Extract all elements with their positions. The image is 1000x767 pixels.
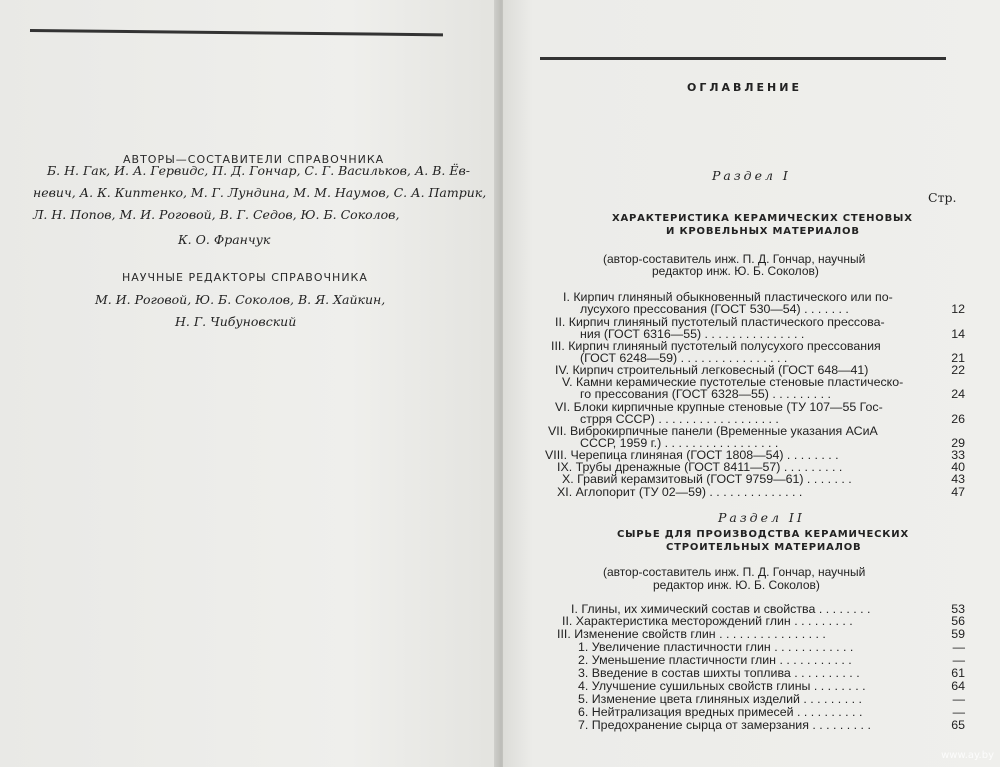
top-rule-right — [540, 57, 946, 60]
section1-page-number-2: 12 — [951, 302, 965, 316]
section1-entry-12: VII. Виброкирпичные панели (Временные указания АСиА — [548, 424, 878, 438]
section1-entry-10: VI. Блоки кирпичные крупные стеновые (ТУ 107—55 Гос- — [555, 400, 883, 414]
section1-entry-17: XI. Аглопорит (ТУ 02—59) . . . . . . . . . . . . . . — [557, 485, 803, 499]
section1-page-number-17: 47 — [951, 485, 965, 499]
section1-page-number-9: 24 — [951, 387, 965, 401]
section1-entry-6: (ГОСТ 6248—59) . . . . . . . . . . . . . . . . — [580, 351, 788, 365]
section2-page-number-2: 56 — [951, 614, 965, 628]
section1-page-number-16: 43 — [951, 472, 965, 486]
section2-entry-1: I. Глины, их химический состав и свойства . . . . . . . . — [571, 602, 871, 616]
editors-line-2: Н. Г. Чибуновский — [175, 314, 297, 329]
section1-entry-7: IV. Кирпич строительный легковесный (ГОСТ 648—41) — [555, 363, 869, 377]
section1-page-number-11: 26 — [951, 412, 965, 426]
section2-entry-10: 7. Предохранение сырца от замерзания . . . . . . . . . — [578, 718, 871, 732]
section1-entry-3: II. Кирпич глиняный пустотелый пластического прессова- — [555, 315, 885, 329]
section1-entry-2: лусухого прессования (ГОСТ 530—54) . . . . . . . — [580, 302, 849, 316]
section2-entry-8: 5. Изменение цвета глиняных изделий . . . . . . . . . — [578, 692, 862, 706]
section2-entry-7: 4. Улучшение сушильных свойств глины . . . . . . . . — [578, 679, 866, 693]
section1-entry-14: VIII. Черепица глиняная (ГОСТ 1808—54) . . . . . . . . — [545, 448, 839, 462]
authors-line-2: невич, А. К. Киптенко, М. Г. Лундина, М. М. Наумов, С. А. Патрик, — [33, 185, 487, 200]
authors-heading: АВТОРЫ—СОСТАВИТЕЛИ СПРАВОЧНИКА — [123, 153, 385, 166]
section2-page-number-3: 59 — [951, 627, 965, 641]
section1-entry-15: IX. Трубы дренажные (ГОСТ 8411—57) . . . . . . . . . — [557, 460, 843, 474]
watermark: www.ay.by — [941, 750, 994, 761]
section1-page-number-7: 22 — [951, 363, 965, 377]
section2-author-line-1: (автор-составитель инж. П. Д. Гончар, научный — [603, 565, 866, 579]
section2-page-number-8: — — [952, 692, 965, 706]
editors-heading: НАУЧНЫЕ РЕДАКТОРЫ СПРАВОЧНИКА — [122, 271, 368, 284]
section2-entry-9: 6. Нейтрализация вредных примесей . . . . . . . . . . — [578, 705, 863, 719]
section2-page-number-4: — — [952, 640, 965, 654]
editors-line-1: М. И. Роговой, Ю. Б. Соколов, В. Я. Хайкин, — [95, 292, 386, 307]
section2-entry-2: II. Характеристика месторождений глин . . . . . . . . . — [562, 614, 853, 628]
section1-entry-13: СССР, 1959 г.) . . . . . . . . . . . . . . . . . — [580, 436, 779, 450]
section2-entry-5: 2. Уменьшение пластичности глин . . . . . . . . . . . — [578, 653, 852, 667]
section2-page-number-1: 53 — [951, 602, 965, 616]
section1-entry-8: V. Камни керамические пустотелые стеновые пластическо- — [562, 375, 904, 389]
section1-author-line-1: (автор-составитель инж. П. Д. Гончар, научный — [603, 252, 866, 266]
section2-author-line-2: редактор инж. Ю. Б. Соколов) — [653, 578, 820, 592]
section1-page-number-15: 40 — [951, 460, 965, 474]
section1-page-number-13: 29 — [951, 436, 965, 450]
section1-title-line-2: И КРОВЕЛЬНЫХ МАТЕРИАЛОВ — [666, 226, 860, 237]
section1-page-number-14: 33 — [951, 448, 965, 462]
section1-page-number-6: 21 — [951, 351, 965, 365]
section2-entry-6: 3. Введение в состав шихты топлива . . . . . . . . . . — [578, 666, 860, 680]
section2-label: Раздел II — [718, 510, 805, 525]
section1-entry-9: го прессования (ГОСТ 6328—55) . . . . . . . . . — [580, 387, 831, 401]
section1-page-number-4: 14 — [951, 327, 965, 341]
section2-entry-4: 1. Увеличение пластичности глин . . . . . . . . . . . . — [578, 640, 854, 654]
section1-entry-16: X. Гравий керамзитовый (ГОСТ 9759—61) . . . . . . . — [562, 472, 852, 486]
section1-entry-1: I. Кирпич глиняный обыкновенный пластического или по- — [563, 290, 893, 304]
authors-line-3: Л. Н. Попов, М. И. Роговой, В. Г. Седов, Ю. Б. Соколов, — [33, 207, 400, 222]
authors-line-4: К. О. Франчук — [178, 232, 271, 247]
section1-entry-5: III. Кирпич глиняный пустотелый полусухого прессования — [551, 339, 881, 353]
authors-line-1: Б. Н. Гак, И. А. Гервидс, П. Д. Гончар, С. Г. Васильков, А. В. Ёв- — [47, 163, 470, 178]
section1-author-line-2: редактор инж. Ю. Б. Соколов) — [652, 264, 819, 278]
page-column-label: Стр. — [928, 190, 957, 205]
section1-entry-11: стрря СССР) . . . . . . . . . . . . . . . . . . — [580, 412, 779, 426]
section2-page-number-6: 61 — [951, 666, 965, 680]
section1-title-line-1: ХАРАКТЕРИСТИКА КЕРАМИЧЕСКИХ СТЕНОВЫХ — [612, 213, 913, 224]
section1-entry-4: ния (ГОСТ 6316—55) . . . . . . . . . . . . . . . — [580, 327, 805, 341]
section2-entry-3: III. Изменение свойств глин . . . . . . . . . . . . . . . . — [557, 627, 826, 641]
section2-title-line-1: СЫРЬЕ ДЛЯ ПРОИЗВОДСТВА КЕРАМИЧЕСКИХ — [617, 529, 909, 540]
section1-label: Раздел I — [712, 168, 791, 183]
section2-page-number-9: — — [952, 705, 965, 719]
section2-page-number-10: 65 — [951, 718, 965, 732]
section2-title-line-2: СТРОИТЕЛЬНЫХ МАТЕРИАЛОВ — [666, 542, 862, 553]
section2-page-number-5: — — [952, 653, 965, 667]
toc-title: ОГЛАВЛЕНИЕ — [687, 81, 802, 94]
section2-page-number-7: 64 — [951, 679, 965, 693]
top-rule-left — [30, 29, 443, 36]
